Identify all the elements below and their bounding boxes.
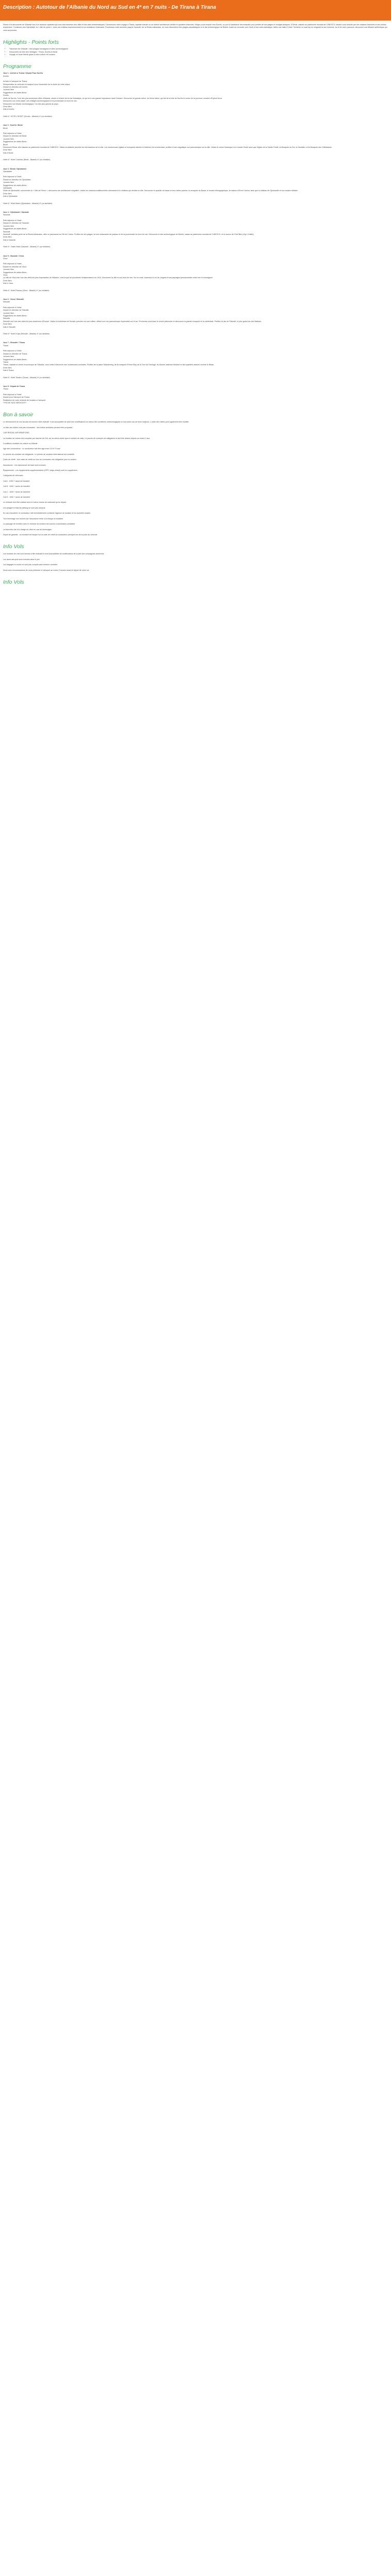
day-line: Départ en direction de Gjirokaster.: [3, 178, 31, 181]
bon-a-savoir-paragraph: La liste des hôtels n'est pas exhaustive : des hôtels similaires peuvent être proposés.: [3, 426, 73, 429]
page-title: Description : Autotour de l'Albanie du Nord au Sud en 4* en 7 nuits - De Tirana à Tirana: [3, 5, 216, 10]
day-line: **FIN DE NOS SERVICES**: [3, 401, 27, 404]
day-line: Dîner libre.: [3, 366, 12, 369]
bon-a-savoir-paragraph: Le déroulement de nos circuits est donné à titre indicatif. Il est susceptible de subir des modifications en raison des conditions météorologiques ou tout autre cas de force majeure. L'ordre des visites peut également être modifié.: [3, 421, 189, 423]
day-heading: Jour 4 : Gjirokaster / Sarande: [3, 211, 29, 214]
intro-paragraph: Partez à la découverte de l'Albanie lors d'un autotour captivant qui vous fera traverser des villes et des sites emblématiques. Commencez votre voyage à Tirana, capitale animée où se mêlent architecture héritée et quartiers branchés. Dirigez-vous ensuite vers Durrës, un port à l'ambiance décontractée pour profiter de ses plages et vestiges antiques. À Berat, classée au patrimoine mondial de l'UNESCO, laissez-vous séduire par ses maisons blanches et ses ruelles empierrées. Continuez vers Gjirokastër, la « ville de pierre », avec son château impressionnant et son ambiance charmante. Poursuivez votre aventure jusqu'à Sarandë, sur la Riviera albanaise, où vous découvrirez des plages paradisiaques et le site archéologique de Butrint. Avant de remonter vers Vlorë et ses côtes Adriatique, faites une halte à Vlorë. Terminez ce road trip en longeant la mer Ionienne. Au fil de votre parcours, découvrez une Albanie authentique qui vous surprendra.: [3, 24, 387, 31]
day-block: [3, 255, 388, 292]
day-line: Sarande: [3, 230, 10, 233]
bon-a-savoir-paragraph: En cas d'accident, le conducteur doit immédiatement contacter l'agence de location et les autorités locales.: [3, 512, 91, 515]
day-line: Petit déjeuner à l'hôtel.: [3, 219, 22, 222]
day-line: Journée libre.: [3, 225, 14, 227]
bon-a-savoir-paragraph: La franchise est à la charge du client en cas de dommages.: [3, 528, 52, 531]
day-place: Vlora: [3, 257, 8, 260]
day-line: Petit déjeuner à l'hôtel.: [3, 350, 22, 352]
day-hotel: Hôtel 4*: Hotel Theatro (Tirana - Albanie) 4* (ou similaire): [3, 376, 50, 379]
day-block: [3, 168, 388, 205]
day-line: Dîner libre.: [3, 236, 12, 239]
bon-a-savoir-paragraph: Conditions locatives du voiture en Albanie :: [3, 443, 39, 445]
day-heading: Jour 3 : Berat / Gjirokaster: [3, 167, 27, 170]
day-line: Dîner libre.: [3, 323, 12, 326]
day-line: Dîner libre.: [3, 279, 12, 282]
day-place: Tirana: [3, 388, 9, 391]
day-heading: Jour 5 : Sarande / Vlora: [3, 255, 24, 257]
day-line: Suggestions de visites libres :: [3, 228, 28, 230]
bon-a-savoir-paragraph: Cat A : 1000 + taxes de transfert: [3, 480, 30, 482]
day-line: Berat: [3, 143, 8, 146]
day-line: Suggestions de visites libres :: [3, 271, 28, 274]
info-vols-heading: Info Vols: [3, 544, 24, 550]
bon-a-savoir-paragraph: Le passage de frontière avec le véhicule de location est soumis à autorisation préalable.: [3, 523, 76, 526]
day-line: Visite de Gjirokastër, surnommée la « Ville de Pierre », découvrez son architecture singulière, visitez les maisons traditionnelles ottomanes et le château qui domine la ville. Découvrez le quartier du bazar et ses ruelles pavées, la mosquée du Bazar, le musée ethnographique, la maison d'Enver Hoxha, ainsi que le château de Gjirokastër et son musée militaire.: [3, 190, 298, 192]
bon-a-savoir-paragraph: Le véhicule doit être restitué avec le même niveau de carburant qu'au départ.: [3, 501, 67, 504]
bon-a-savoir-paragraph: La location de voiture est comprise par tranche de 24h, sur la même durée que le nombre de nuits. Le permis de conduire est obligatoire et doit être détenu depuis au moins 2 ans.: [3, 437, 151, 439]
day-line: Nuit à Shkodër.: [3, 326, 16, 328]
bon-a-savoir-paragraph: Assurances : Les assurances de base sont incluses.: [3, 464, 46, 466]
bon-a-savoir-paragraph: Les péages et frais de parking ne sont pas compris.: [3, 506, 46, 509]
day-line: Petit déjeuner à l'hôtel.: [3, 132, 22, 134]
day-heading: Jour 6 : Vlora / Shkodër: [3, 298, 24, 300]
day-line: Durrës: [3, 94, 9, 97]
day-place: Sarande: [3, 214, 10, 216]
bon-a-savoir-section: [3, 421, 388, 536]
bon-a-savoir-paragraph: Carte de crédit : Une carte de crédit au nom du conducteur est obligatoire pour la caution.: [3, 459, 77, 461]
day-line: Découvrez Berat, ville classée au patrimoine mondial de l'UNESCO. Visitez la citadelle perchée sur les hauteurs de la ville. Les nombreuses églises et mosquées situées à l'intérieur de la forteresse, profitez d'une magnifique vue panoramique sur la ville. Visitez le centre historique et le musée Onufri ainsi que l'église de la Sainte-Trinité, la Mosquée du Roi, la Sandaku, et la Mosquée des Célibataires.: [3, 146, 332, 148]
day-line: Dîner libre.: [3, 192, 12, 195]
highlight-item: • Traversée de l'Albanie : mini-pliages montagnes et sites archéologiques: [9, 48, 388, 50]
day-line: Départ en direction de Shkodër.: [3, 309, 29, 312]
day-line: Tirana, capitale et centre économique de l'Albanie, vous invite à découvrir ses nombreuses curiosités. Profitez de la place Skanderbeg, de la mosquée Et'hem Bey, de la Tour de l'Horloge, du Musée national d'histoire et des quartiers animés comme le Blloku.: [3, 364, 215, 366]
day-line: Gjirokaster: [3, 187, 12, 190]
day-block: [3, 124, 388, 161]
day-heading: Jour 7 : Shkodër / Tirana: [3, 342, 25, 344]
day-line: Suggestions de visites libres :: [3, 315, 28, 317]
day-place: Shkodër: [3, 301, 10, 303]
highlights-list: [3, 48, 388, 56]
title-banner: [0, 0, 391, 21]
day-line: Petit déjeuner à l'hôtel.: [3, 263, 22, 265]
bon-a-savoir-paragraph: Cat B : 1000 + taxes de transfert: [3, 485, 30, 488]
info-vols-paragraph: Les taxes aéroport sont incluses dans le prix.: [3, 558, 40, 561]
day-heading: Jour 8 : Départ de Tirana: [3, 385, 25, 387]
bon-a-savoir-paragraph: Dépôt de garantie : un montant est bloqué sur la carte de crédit du conducteur principal lors de la prise du véhicule.: [3, 533, 98, 536]
day-line: Suggestions de visites libres :: [3, 184, 28, 187]
day-line: Nuit à Gjirokaster.: [3, 195, 18, 198]
day-line: Dîner libre.: [3, 149, 12, 151]
day-line: Suggestions de visites libres :: [3, 358, 28, 361]
day-line: Dîner libre.: [3, 105, 12, 108]
day-line: Récupération du véhicule et transport pour l'ensemble de la durée de votre séjour.: [3, 83, 71, 86]
bon-a-savoir-heading: Bon à savoir: [3, 412, 34, 418]
day-line: Départ en direction de Tirana.: [3, 352, 28, 355]
highlights-heading: Highlights - Points forts: [3, 39, 59, 46]
day-line: Arrivée à l'aéroport de Tirana.: [3, 80, 28, 83]
day-line: Suggestions de visites libres :: [3, 91, 28, 94]
programme-heading: Programme: [3, 63, 31, 70]
day-block: [3, 211, 388, 248]
day-place: Tirana: [3, 344, 9, 347]
bon-a-savoir-paragraph: Age des conducteurs : Le conducteur doit être âgé entre 23 et 70 ans.: [3, 448, 61, 450]
day-block: [3, 385, 388, 404]
day-heading: Jour 2 : Durrës / Berat: [3, 124, 23, 127]
day-hotel: Hôtel 4*: Hotel Colombo (Berat - Albanie) 4* (ou similaire): [3, 159, 51, 161]
info-vols-paragraph: Les horaires de vols sont donnés à titre indicatif et sont susceptibles de modifications de la part des compagnies aériennes.: [3, 553, 105, 555]
day-line: Nuit à Durrës.: [3, 108, 15, 111]
day-line: Tirana: [3, 361, 9, 363]
day-line: Nuit à Berat.: [3, 151, 13, 154]
day-line: Départ en direction de Berat.: [3, 135, 27, 138]
bon-a-savoir-paragraph: Tout dommage non couvert par l'assurance reste à la charge du locataire.: [3, 517, 64, 520]
day-line: Journée libre.: [3, 138, 14, 140]
info-vols-heading-2: Info Vols: [3, 579, 24, 585]
day-place: Berat: [3, 127, 8, 129]
day-line: Départ en direction de Sarande.: [3, 222, 29, 225]
day-hotel: Hôtel 4*: Hôtel Bineri (Gjirokaster - Albanie) 4* (ou similaire): [3, 202, 53, 205]
bon-a-savoir-paragraph: CAR RENTAL INFORMATIONS: [3, 432, 29, 434]
day-heading: Jour 1 : Arrivée à Tirana / Départ Pour Durrës: [3, 72, 43, 75]
day-line: Nuit à Sarande.: [3, 239, 16, 241]
day-hotel: Hôtel 4*: Hotel Picasso (Vlora - Albanie) 4* (ou similaire): [3, 289, 50, 292]
bon-a-savoir-paragraph: Cat D : 1000 + taxes de transfert: [3, 496, 30, 499]
day-line: Suggestions de visites libres :: [3, 141, 28, 143]
day-line: Départ en direction de Vlora.: [3, 265, 27, 268]
day-line: Départ en direction de Durrës.: [3, 86, 28, 89]
day-line: Départ pour l'aéroport de Tirana.: [3, 396, 30, 399]
day-block: [3, 342, 388, 379]
day-line: Découvrez son Musée archéologique, l'un des plus grands du pays.: [3, 103, 59, 105]
day-block: [3, 298, 388, 335]
bon-a-savoir-paragraph: Équipements : Les équipements supplémentaires (GPS, siège enfant) sont en supplément.: [3, 469, 78, 472]
programme-days: [3, 72, 388, 404]
day-place: Gjirokaster: [3, 171, 12, 173]
day-line: Restitution de votre véhicule de location à l'aéroport.: [3, 399, 46, 401]
day-line: Petit déjeuner à l'hôtel.: [3, 393, 22, 396]
day-line: Journée libre.: [3, 312, 14, 314]
day-line: La ville de Vlora est l'une des villes les plus importantes de l'Albanie, c'est là que fut proclamée l'indépendance en 1912. Découvrez la ville et son bord de mer. Sur la route, traversez le col de Llogara et ses paysages spectaculaires entre mer et montagnes.: [3, 277, 213, 279]
day-line: Nuit à Tirana.: [3, 369, 14, 372]
day-line: Journée libre.: [3, 355, 14, 358]
day-line: Sarandë, véritable perle de la Riviera Albanaise, offre un panorama sur l'île de Corfou. Profitez de ses plages, de ses restaurants de poisson et de la promenade du bord de mer. Découvrez le site archéologique de Butrint, classé au patrimoine mondial de l'UNESCO, et la source de l'Oeil Bleu (Syri i Kaltër).: [3, 233, 254, 235]
day-line: Journée libre.: [3, 268, 14, 271]
info-vols-paragraph: Les bagages en soute ne sont pas compris sauf mention contraire.: [3, 564, 58, 566]
info-vols-paragraph: Nous vous recommandons de vous présenter à l'aéroport au moins 2 heures avant le départ de votre vol.: [3, 569, 90, 571]
main-content: [3, 24, 388, 588]
day-line: Petit déjeuner à l'hôtel.: [3, 306, 22, 309]
info-vols-section: [3, 553, 388, 572]
bon-a-savoir-paragraph: Cat C : 1000 + taxes de transfert: [3, 490, 30, 493]
day-hotel: Hôtel 4*: Oasis Hotel (Sarande - Albanie) 4* (ou similaire): [3, 246, 51, 248]
day-line: Journée libre.: [3, 181, 14, 184]
day-line: Journée libre.: [3, 89, 14, 91]
day-line: Shkodër: [3, 317, 10, 320]
day-line: Visite de Durrës, l'une des plus anciennes villes d'Albanie, située à l'entrée de la mer Adriatique, ce qui lui a une grande importance dans l'histoire. Découvrez la grande arène, du IIème siècle, qui fait de la ville de Durrës le centre de la province romaine d'Epirus Nova.: [3, 97, 222, 99]
bon-a-savoir-paragraph: Catégories de véhicules :: [3, 474, 24, 477]
day-line: Petit déjeuner à l'hôtel.: [3, 176, 22, 178]
day-line: Vlora: [3, 274, 8, 276]
day-place: Durrës: [3, 75, 9, 77]
day-line: Nuit à Vlora.: [3, 282, 13, 285]
day-hotel: Hôtel 4*: HOTEL ROZET (Durrës - Albanie) 4* (ou similaire): [3, 115, 52, 117]
day-block: [3, 72, 388, 118]
day-line: Shkodër est l'une des villes les plus anciennes d'Europe. Visitez la forteresse de Rozafa, perchée sur une colline, offrant une vue panoramique imprenable sur le lac. Promenez-vous dans le centre piétonnier et découvrez la grande mosquée et la cathédrale. Profitez du lac de Shkodër, le plus grand lac des Balkans.: [3, 320, 262, 323]
day-line: Découvrez son riche passé, ses vestiges archéologiques et la promenade du front de mer.: [3, 100, 77, 103]
highlight-item: • Découverte de bien des héritages : Tirana, Durrës et Berat: [9, 51, 388, 54]
day-hotel: Hôtel 4*: Hotel Kruja (Shkodër - Albanie) 4* (ou similaire): [3, 333, 50, 335]
bon-a-savoir-paragraph: Le permis de conduire est obligatoire. Le permis de conduire international est conseillé.: [3, 453, 75, 455]
highlight-item: • Voyage en toute liberté grâce à votre voiture de location: [9, 54, 388, 56]
